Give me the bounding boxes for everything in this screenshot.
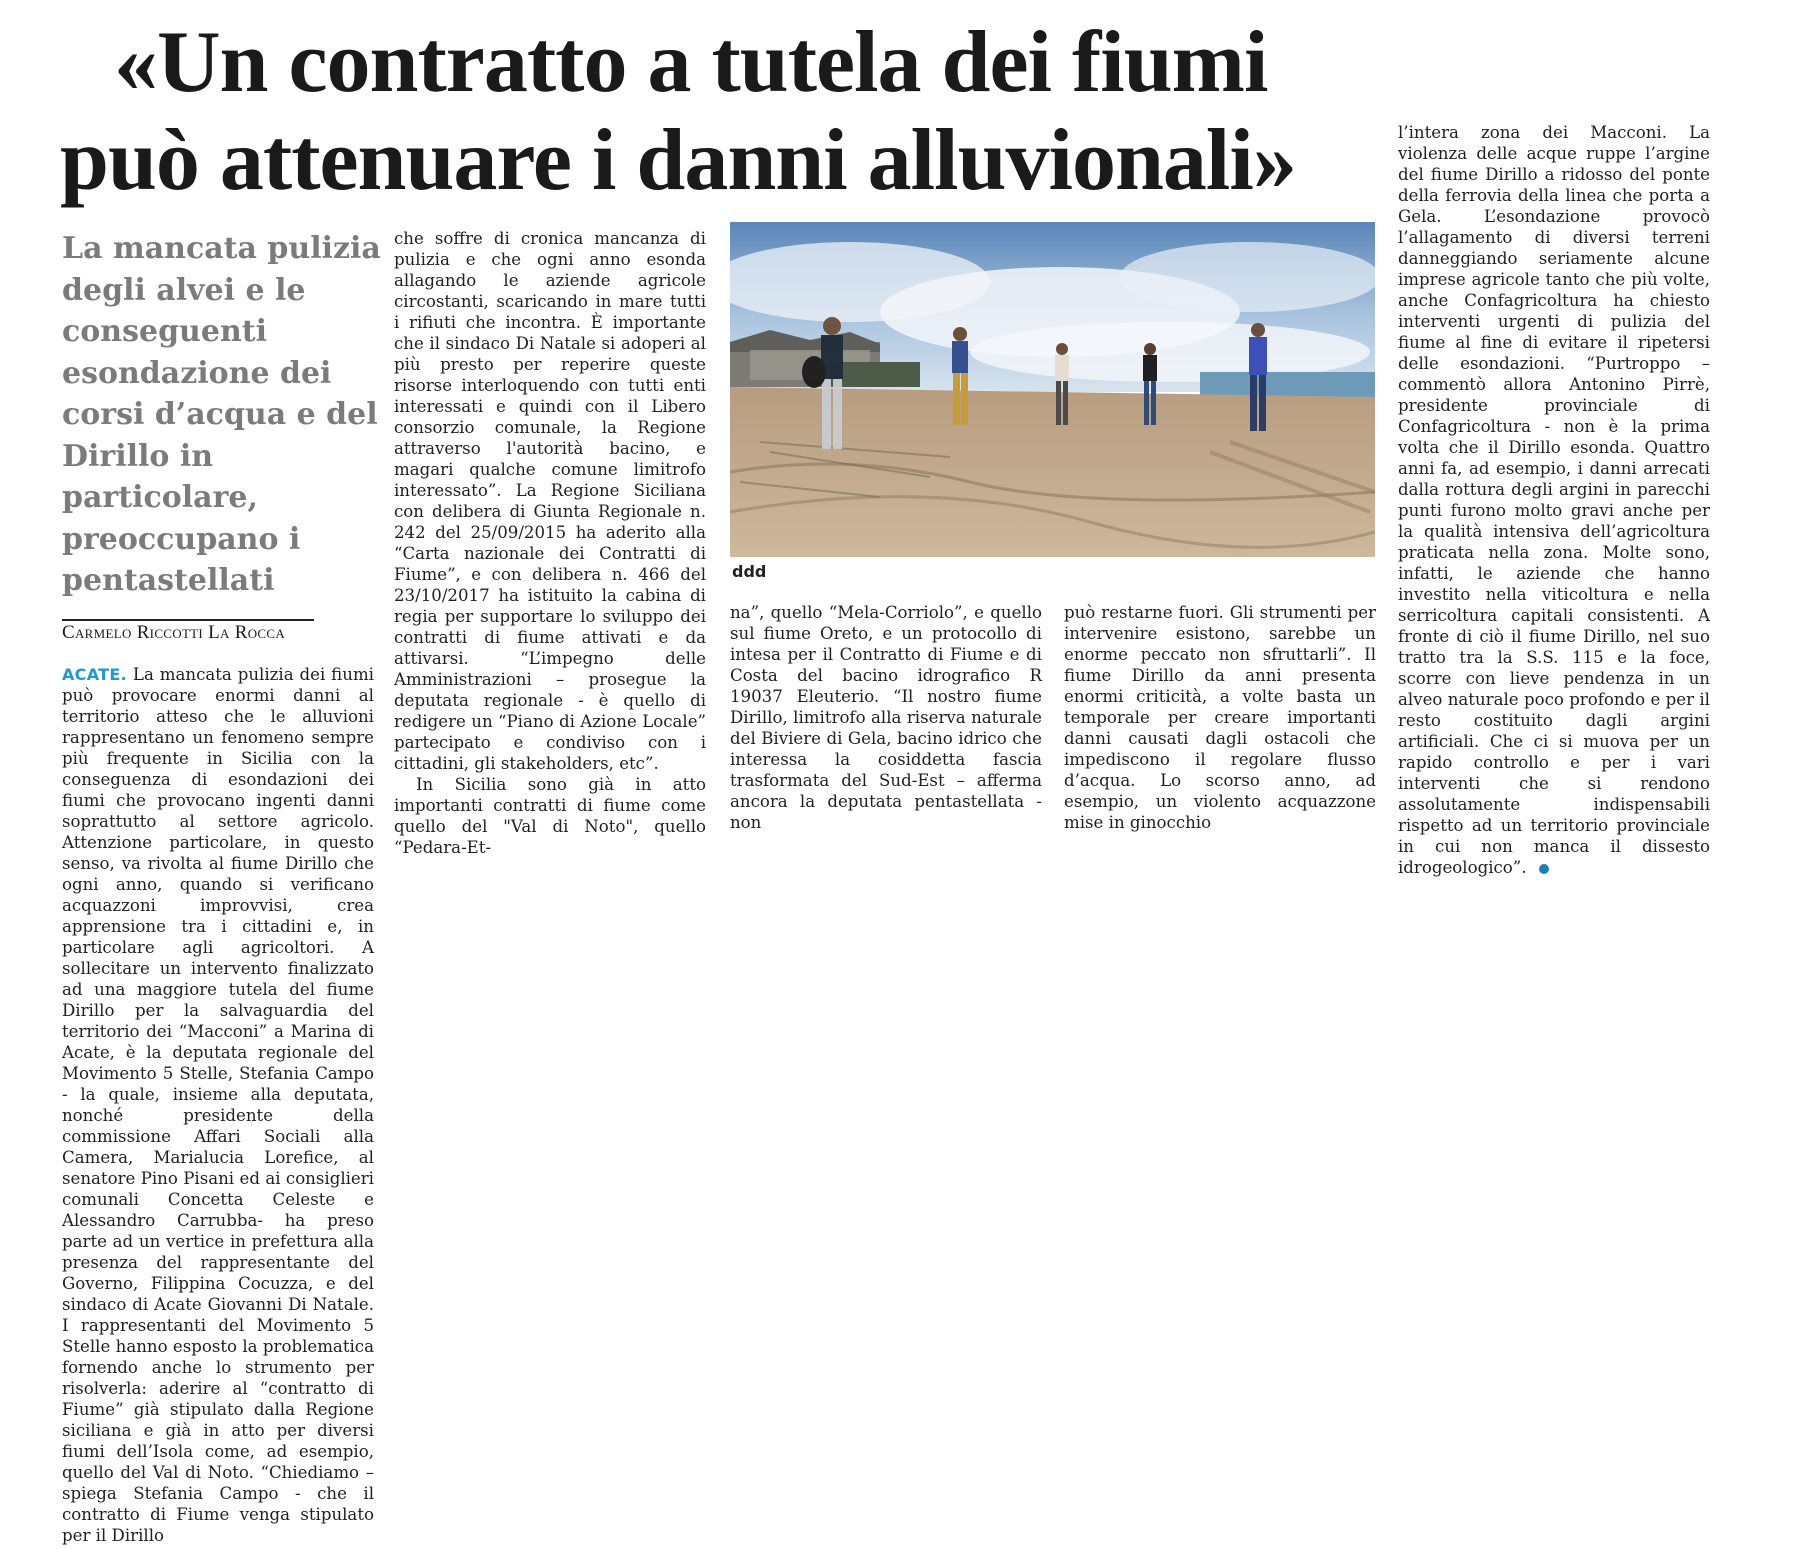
column-3-paragraph: na”, quello “Mela-Corriolo”, e quello sul fiume Oreto, e un protocollo di intesa per il Contratto di Fiume e di Costa del bacino idrografico R 19037 Eleuterio. “Il nostro fiume Dirillo, limitrofo alla riserva naturale del Biviere di Gela, bacino idrico che interessa la cosiddetta fascia trasformata del Sud-Est – afferma ancora la deputata pentastellata - non <box>730 603 1042 832</box>
article-end-marker <box>1539 864 1549 874</box>
text-column-3 <box>730 602 1042 833</box>
article-photo <box>730 222 1375 557</box>
column-2-paragraph-1: che soffre di cronica mancanza di pulizia e che ogni anno esonda allagando le aziende agricole circostanti, scaricando in mare tutti i rifiuti che incontra. È importante che il sindaco Di Natale si adoperi al più presto per reperire queste risorse interloquendo con tutti enti interessati e quindi con il Libero consorzio comunale, la Regione attraverso l'autorità bacino, e magari qualche comune limitrofo interessato”. La Regione Siciliana con delibera di Giunta Regionale n. 242 del 25/09/2015 ha aderito alla “Carta nazionale dei Contratti di Fiume”, e con delibera n. 466 del 23/10/2017 ha istituito la cabina di regia per supportare lo sviluppo dei contratti di fiume attivati e da attivarsi. “L’impegno delle Amministrazioni – prosegue la deputata regionale - è quello di redigere un “Piano di Azione Locale” partecipato e condiviso con i cittadini, gli stakeholders, etc”. <box>394 229 706 773</box>
photo-caption: ddd <box>732 562 767 581</box>
headline-line-1: «Un contratto a tutela dei fiumi <box>114 14 1268 111</box>
article-subheadline: La mancata pulizia degli alvei e le conseguenti esondazione dei corsi d’acqua e del Dirillo in particolare, preoccupano i pentastellati <box>62 231 381 598</box>
article-byline: Carmelo Riccotti La Rocca <box>62 622 286 643</box>
byline-divider <box>62 619 314 621</box>
column-4-paragraph: può restarne fuori. Gli strumenti per intervenire esistono, sarebbe un enorme peccato non sfruttarli”. Il fiume Dirillo da anni presenta enormi criticità, a volte basta un temporale per creare importanti danni causati dagli ostacoli che impediscono il regolare flusso d’acqua. Lo scorso anno, ad esempio, un violento acquazzone mise in ginocchio <box>1064 603 1376 832</box>
column-1-paragraph: La mancata pulizia dei fiumi può provocare enormi danni al territorio atteso che le alluvioni rappresentano un fenomeno sempre più frequente in Sicilia con la conseguenza di esondazioni dei fiumi che provocano ingenti danni soprattutto al settore agricolo. Attenzione particolare, in questo senso, va rivolta al fiume Dirillo che ogni anno, quando si verificano acquazzoni improvvisi, crea apprensione tra i cittadini e, in particolare agli agricoltori. A sollecitare un intervento finalizzato ad una maggiore tutela del fiume Dirillo per la salvaguardia del territorio dei “Macconi” a Marina di Acate, è la deputata regionale del Movimento 5 Stelle, Stefania Campo - la quale, insieme alla deputata, nonché presidente della commissione Affari Sociali alla Camera, Marialucia Lorefice, al senatore Pino Pisani ed ai consiglieri comunali Concetta Celeste e Alessandro Carrubba- ha preso parte ad un vertice in prefettura alla presenza del rappresentante del Governo, Filippina Cocuzza, e del sindaco di Acate Giovanni Di Natale. I rappresentanti del Movimento 5 Stelle hanno esposto la problematica fornendo anche lo strumento per risolverla: aderire al “contratto di Fiume” già stipulato dalla Regione siciliana e già in atto per diversi fiumi dell’Isola come, ad esempio, quello del Val di Noto. “Chiediamo – spiega Stefania Campo - che il contratto di Fiume venga stipulato per il Dirillo <box>62 665 374 1545</box>
text-column-1 <box>62 664 374 1546</box>
article-headline <box>60 14 1380 210</box>
text-column-5 <box>1398 122 1710 878</box>
text-column-4 <box>1064 602 1376 833</box>
dateline: ACATE. <box>62 665 127 684</box>
headline-line-2: può attenuare i danni alluvionali» <box>60 112 1296 209</box>
column-5-paragraph: l’intera zona dei Macconi. La violenza delle acque ruppe l’argine del fiume Dirillo a ridosso del ponte della ferrovia della linea che porta a Gela. L’esondazione provocò l’allagamento di diversi terreni danneggiando seriamente alcune imprese agricole tanto che più volte, anche Confagricoltura ha chiesto interventi urgenti di pulizia del fiume al fine di evitare il ripetersi delle esondazioni. “Purtroppo – commentò allora Antonino Pirrè, presidente provinciale di Confagricoltura - non è la prima volta che il Dirillo esonda. Quattro anni fa, ad esempio, i danni arrecati dalla rottura degli argini in parecchi punti furono molto gravi anche per la qualità intensiva dell’agricoltura praticata nella zona. Molte sono, infatti, le aziende che hanno investito nella viticoltura e nella serricoltura capitali consistenti. A fronte di ciò il fiume Dirillo, nel suo tratto tra la S.S. 115 e la foce, scorre con lieve pendenza in un alveo naturale poco profondo e per il resto costituito dagli argini artificiali. Che ci si muova per un rapido controllo e per i vari interventi che si rendono assolutamente indispensabili rispetto ad un territorio provinciale in cui non manca il dissesto idrogeologico”. <box>1398 123 1710 877</box>
column-2-paragraph-2: In Sicilia sono già in atto importanti contratti di fiume come quello del "Val di Noto", quello “Pedara-Et- <box>394 775 706 857</box>
text-column-2 <box>394 228 706 858</box>
